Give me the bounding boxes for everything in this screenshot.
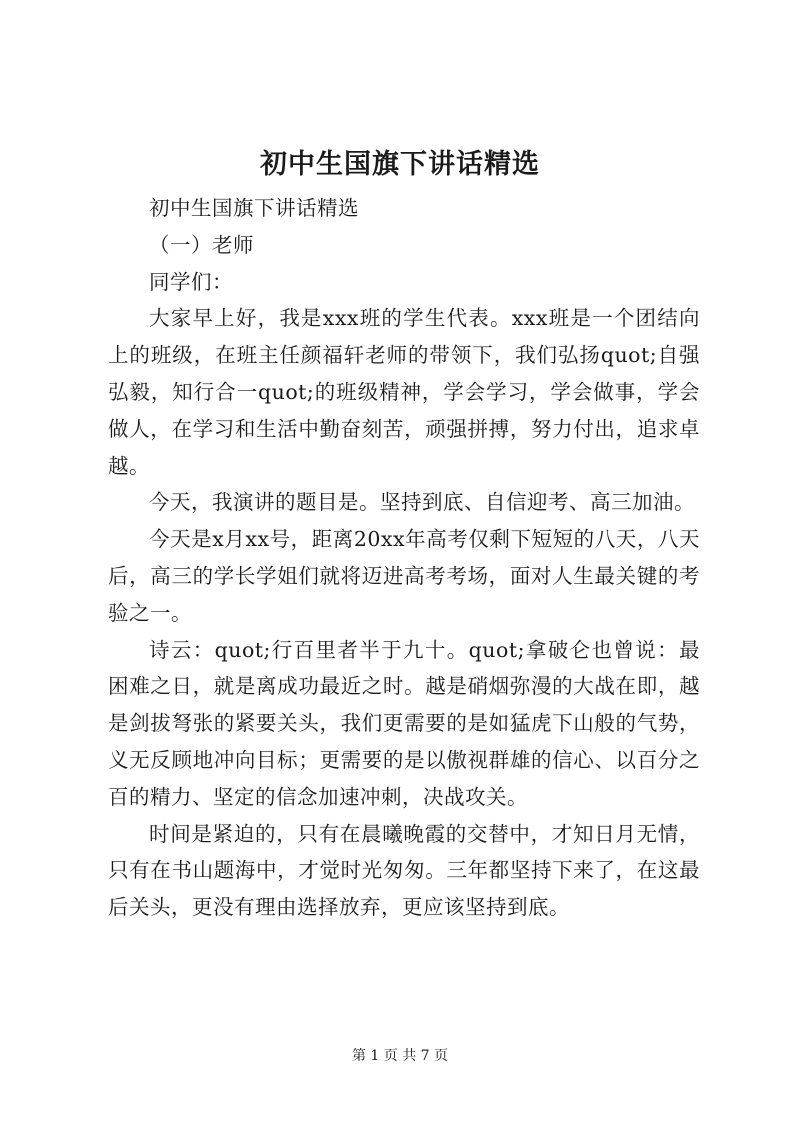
paragraph: 初中生国旗下讲话精选 bbox=[149, 196, 359, 220]
paragraph: 今天是x月xx号，距离20xx年高考仅剩下短短的八天，八天后，高三的学长学姐们就将迈进高考考场，面对人生最关键的考验之一。 bbox=[108, 527, 700, 625]
paragraph: 同学们： bbox=[149, 269, 233, 294]
document-title: 初中生国旗下讲话精选 bbox=[260, 149, 540, 180]
paragraph: 大家早上好，我是xxx班的学生代表。xxx班是一个团结向上的班级，在班主任颜福轩老师的带领下，我们弘扬quot;自强弘毅，知行合一quot;的班级精神，学会学习，学会做事，学会做人，在学习和生活中勤奋刻苦，顽强拼搏，努力付出，追求卓越。 bbox=[108, 306, 700, 478]
document-body bbox=[108, 190, 700, 926]
paragraph: （一）老师 bbox=[149, 232, 254, 257]
page-footer: 第 1 页 共 7 页 bbox=[351, 1048, 449, 1064]
paragraph: 时间是紧迫的，只有在晨曦晚霞的交替中，才知日月无情，只有在书山题海中，才觉时光匆匆。三年都坚持下来了，在这最后关头，更没有理由选择放弃，更应该坚持到底。 bbox=[108, 821, 700, 920]
paragraph: 诗云：quot;行百里者半于九十。quot;拿破仑也曾说：最困难之日，就是离成功最近之时。越是硝烟弥漫的大战在即，越是剑拔弩张的紧要关头，我们更需要的是如猛虎下山般的气势，义无反顾地冲向目标；更需要的是以傲视群雄的信心、以百分之百的精力、坚定的信念加速冲刺，决战攻关。 bbox=[108, 637, 700, 809]
paragraph: 今天，我演讲的题目是。坚持到底、自信迎考、高三加油。 bbox=[149, 490, 695, 515]
